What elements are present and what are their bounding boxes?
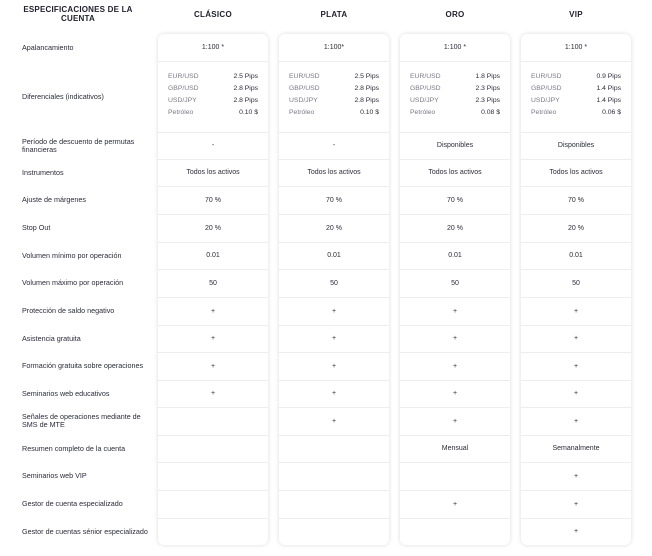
row-label: Período de descuento de permutas financieras	[22, 136, 135, 154]
spread-pair: Petróleo	[410, 109, 436, 116]
spread-pair: GBP/USD	[289, 85, 320, 92]
row-label: Gestor de cuenta especializado	[22, 499, 123, 508]
spread-value: 2.3 Pips	[475, 85, 500, 92]
spread-pair: Petróleo	[168, 109, 194, 116]
spread-row	[400, 83, 510, 95]
cell-value-clasico	[158, 462, 268, 490]
cell-value-plata: +	[331, 307, 337, 315]
spread-value: 2.5 Pips	[233, 73, 258, 80]
spread-pair: EUR/USD	[289, 73, 320, 80]
cell-value-clasico: +	[210, 335, 216, 342]
cell-value-oro: 50	[451, 279, 459, 287]
cell-value-vip: 20 %	[568, 224, 584, 232]
cell-value-plata	[279, 462, 389, 490]
cell-value-vip: +	[573, 500, 579, 508]
spread-row	[158, 71, 268, 83]
row-label: Señales de operaciones mediante de SMS de MTE	[22, 412, 141, 429]
cell-value-vip: Todos los activos	[549, 169, 603, 176]
cell-value-oro: +	[452, 362, 458, 370]
cell-value-clasico: -	[211, 142, 215, 149]
cell-value-clasico: 50	[209, 279, 217, 287]
spread-row	[158, 83, 268, 95]
spread-row	[521, 83, 631, 95]
cell-value-oro: Todos los activos	[428, 169, 482, 176]
cell-value-plata: +	[331, 390, 337, 397]
row-label: Diferenciales (indicativos)	[22, 91, 104, 101]
cell-value-vip: Disponibles	[557, 142, 595, 149]
cell-value-vip: 1:100 *	[564, 44, 588, 51]
spread-row	[521, 71, 631, 83]
spread-value: 0.08 $	[481, 109, 500, 116]
cell-value-oro: Mensual	[441, 445, 469, 452]
spread-list-oro	[400, 71, 510, 119]
spread-row	[158, 95, 268, 107]
cell-value-oro: 70 %	[447, 196, 463, 204]
spread-value: 2.8 Pips	[354, 97, 379, 104]
row-label: Protección de saldo negativo	[22, 306, 115, 315]
cell-value-clasico: +	[210, 307, 216, 315]
spec-title: ESPECIFICACIONES DE LA CUENTA	[23, 5, 133, 23]
spread-list-plata	[279, 71, 389, 119]
cell-value-oro: 20 %	[447, 224, 463, 232]
cell-value-vip: +	[573, 307, 579, 315]
cell-value-clasico	[158, 518, 268, 545]
row-label: Seminarios web educativos	[22, 388, 110, 398]
cell-value-clasico: +	[210, 362, 216, 370]
spread-pair: GBP/USD	[168, 85, 199, 92]
spread-row	[158, 107, 268, 119]
spread-pair: USD/JPY	[289, 97, 318, 104]
spread-pair: USD/JPY	[531, 97, 560, 104]
cell-value-plata: -	[332, 142, 336, 149]
cell-value-clasico: 20 %	[205, 224, 221, 232]
cell-value-oro: +	[452, 307, 458, 315]
row-label: Volumen máximo por operación	[22, 278, 124, 287]
cell-value-vip: 0.01	[569, 252, 583, 259]
row-label: Seminarios web VIP	[22, 471, 87, 480]
cell-value-plata: 20 %	[326, 224, 342, 232]
spread-row	[279, 83, 389, 95]
cell-value-plata: 50	[330, 279, 338, 287]
cell-value-clasico: 1:100 *	[201, 44, 225, 51]
cell-value-clasico: 70 %	[205, 196, 221, 204]
cell-value-clasico	[158, 435, 268, 462]
cell-value-oro: +	[452, 335, 458, 342]
cell-value-oro: +	[452, 417, 458, 425]
cell-value-oro	[400, 518, 510, 545]
row-label: Apalancamiento	[22, 42, 74, 52]
cell-value-plata: +	[331, 335, 337, 342]
spread-row	[279, 107, 389, 119]
cell-value-plata	[279, 435, 389, 462]
spread-row	[400, 95, 510, 107]
spread-list-vip	[521, 71, 631, 119]
cell-value-oro: 0.01	[448, 252, 462, 259]
cell-value-vip: +	[573, 472, 579, 480]
cell-value-vip: +	[573, 417, 579, 425]
cell-divider	[521, 61, 631, 62]
spread-value: 0.9 Pips	[596, 73, 621, 80]
cell-value-clasico: +	[210, 390, 216, 397]
spread-value: 1.4 Pips	[596, 85, 621, 92]
cell-value-clasico: 0.01	[206, 252, 220, 259]
spread-pair: USD/JPY	[168, 97, 197, 104]
spread-row	[521, 107, 631, 119]
row-label: Volumen mínimo por operación	[22, 250, 122, 260]
cell-value-vip: +	[573, 528, 579, 535]
column-title-plata: PLATA	[320, 10, 348, 19]
spread-value: 1.4 Pips	[596, 97, 621, 104]
cell-value-plata	[279, 490, 389, 518]
spread-pair: GBP/USD	[531, 85, 562, 92]
cell-value-oro: +	[452, 390, 458, 397]
cell-value-plata	[279, 518, 389, 545]
spread-row	[400, 71, 510, 83]
spread-value: 0.06 $	[602, 109, 621, 116]
spread-value: 2.5 Pips	[354, 73, 379, 80]
row-label: Gestor de cuentas sénior especializado	[22, 526, 148, 536]
column-title-clasico: CLÁSICO	[193, 10, 233, 19]
cell-value-plata: +	[331, 417, 337, 425]
spread-pair: GBP/USD	[410, 85, 441, 92]
spread-value: 1.8 Pips	[475, 73, 500, 80]
spread-value: 2.8 Pips	[354, 85, 379, 92]
cell-value-clasico: Todos los activos	[186, 169, 240, 176]
column-title-vip: VIP	[569, 10, 583, 19]
row-label: Asistencia gratuita	[22, 333, 81, 343]
spread-value: 0.10 $	[239, 109, 258, 116]
row-label: Resumen completo de la cuenta	[22, 443, 126, 453]
cell-value-plata: +	[331, 362, 337, 370]
spread-value: 2.8 Pips	[233, 85, 258, 92]
row-label: Instrumentos	[22, 167, 64, 177]
cell-divider	[279, 61, 389, 62]
spread-value: 0.10 $	[360, 109, 379, 116]
spread-value: 2.3 Pips	[475, 97, 500, 104]
spread-row	[400, 107, 510, 119]
cell-divider	[400, 61, 510, 62]
spread-row	[279, 71, 389, 83]
spread-pair: Petróleo	[531, 109, 557, 116]
spread-pair: Petróleo	[289, 109, 315, 116]
spread-pair: EUR/USD	[531, 73, 562, 80]
spread-pair: EUR/USD	[410, 73, 441, 80]
spread-list-clasico	[158, 71, 268, 119]
cell-value-plata: 70 %	[326, 196, 342, 204]
cell-value-oro: 1:100 *	[443, 44, 467, 51]
row-label: Stop Out	[22, 223, 51, 232]
cell-value-vip: +	[573, 390, 579, 397]
cell-value-vip: 50	[572, 279, 580, 287]
spread-pair: EUR/USD	[168, 73, 199, 80]
cell-divider	[158, 61, 268, 62]
column-title-oro: ORO	[445, 10, 465, 19]
spread-row	[521, 95, 631, 107]
cell-value-plata: 1:100*	[323, 44, 345, 51]
spread-value: 2.8 Pips	[233, 97, 258, 104]
cell-value-vip: 70 %	[568, 196, 584, 204]
cell-value-vip: +	[573, 362, 579, 370]
row-label: Ajuste de márgenes	[22, 195, 86, 204]
cell-value-vip: +	[573, 335, 579, 342]
cell-value-oro: Disponibles	[436, 142, 474, 149]
cell-value-plata: Todos los activos	[307, 169, 361, 176]
cell-value-vip: Semanalmente	[552, 445, 600, 452]
cell-value-plata: 0.01	[327, 252, 341, 259]
row-label: Formación gratuita sobre operaciones	[22, 361, 144, 370]
cell-value-clasico	[158, 407, 268, 435]
table-header	[0, 0, 652, 36]
spread-row	[279, 95, 389, 107]
cell-value-oro	[400, 462, 510, 490]
cell-value-clasico	[158, 490, 268, 518]
cell-value-oro: +	[452, 500, 458, 508]
spread-pair: USD/JPY	[410, 97, 439, 104]
